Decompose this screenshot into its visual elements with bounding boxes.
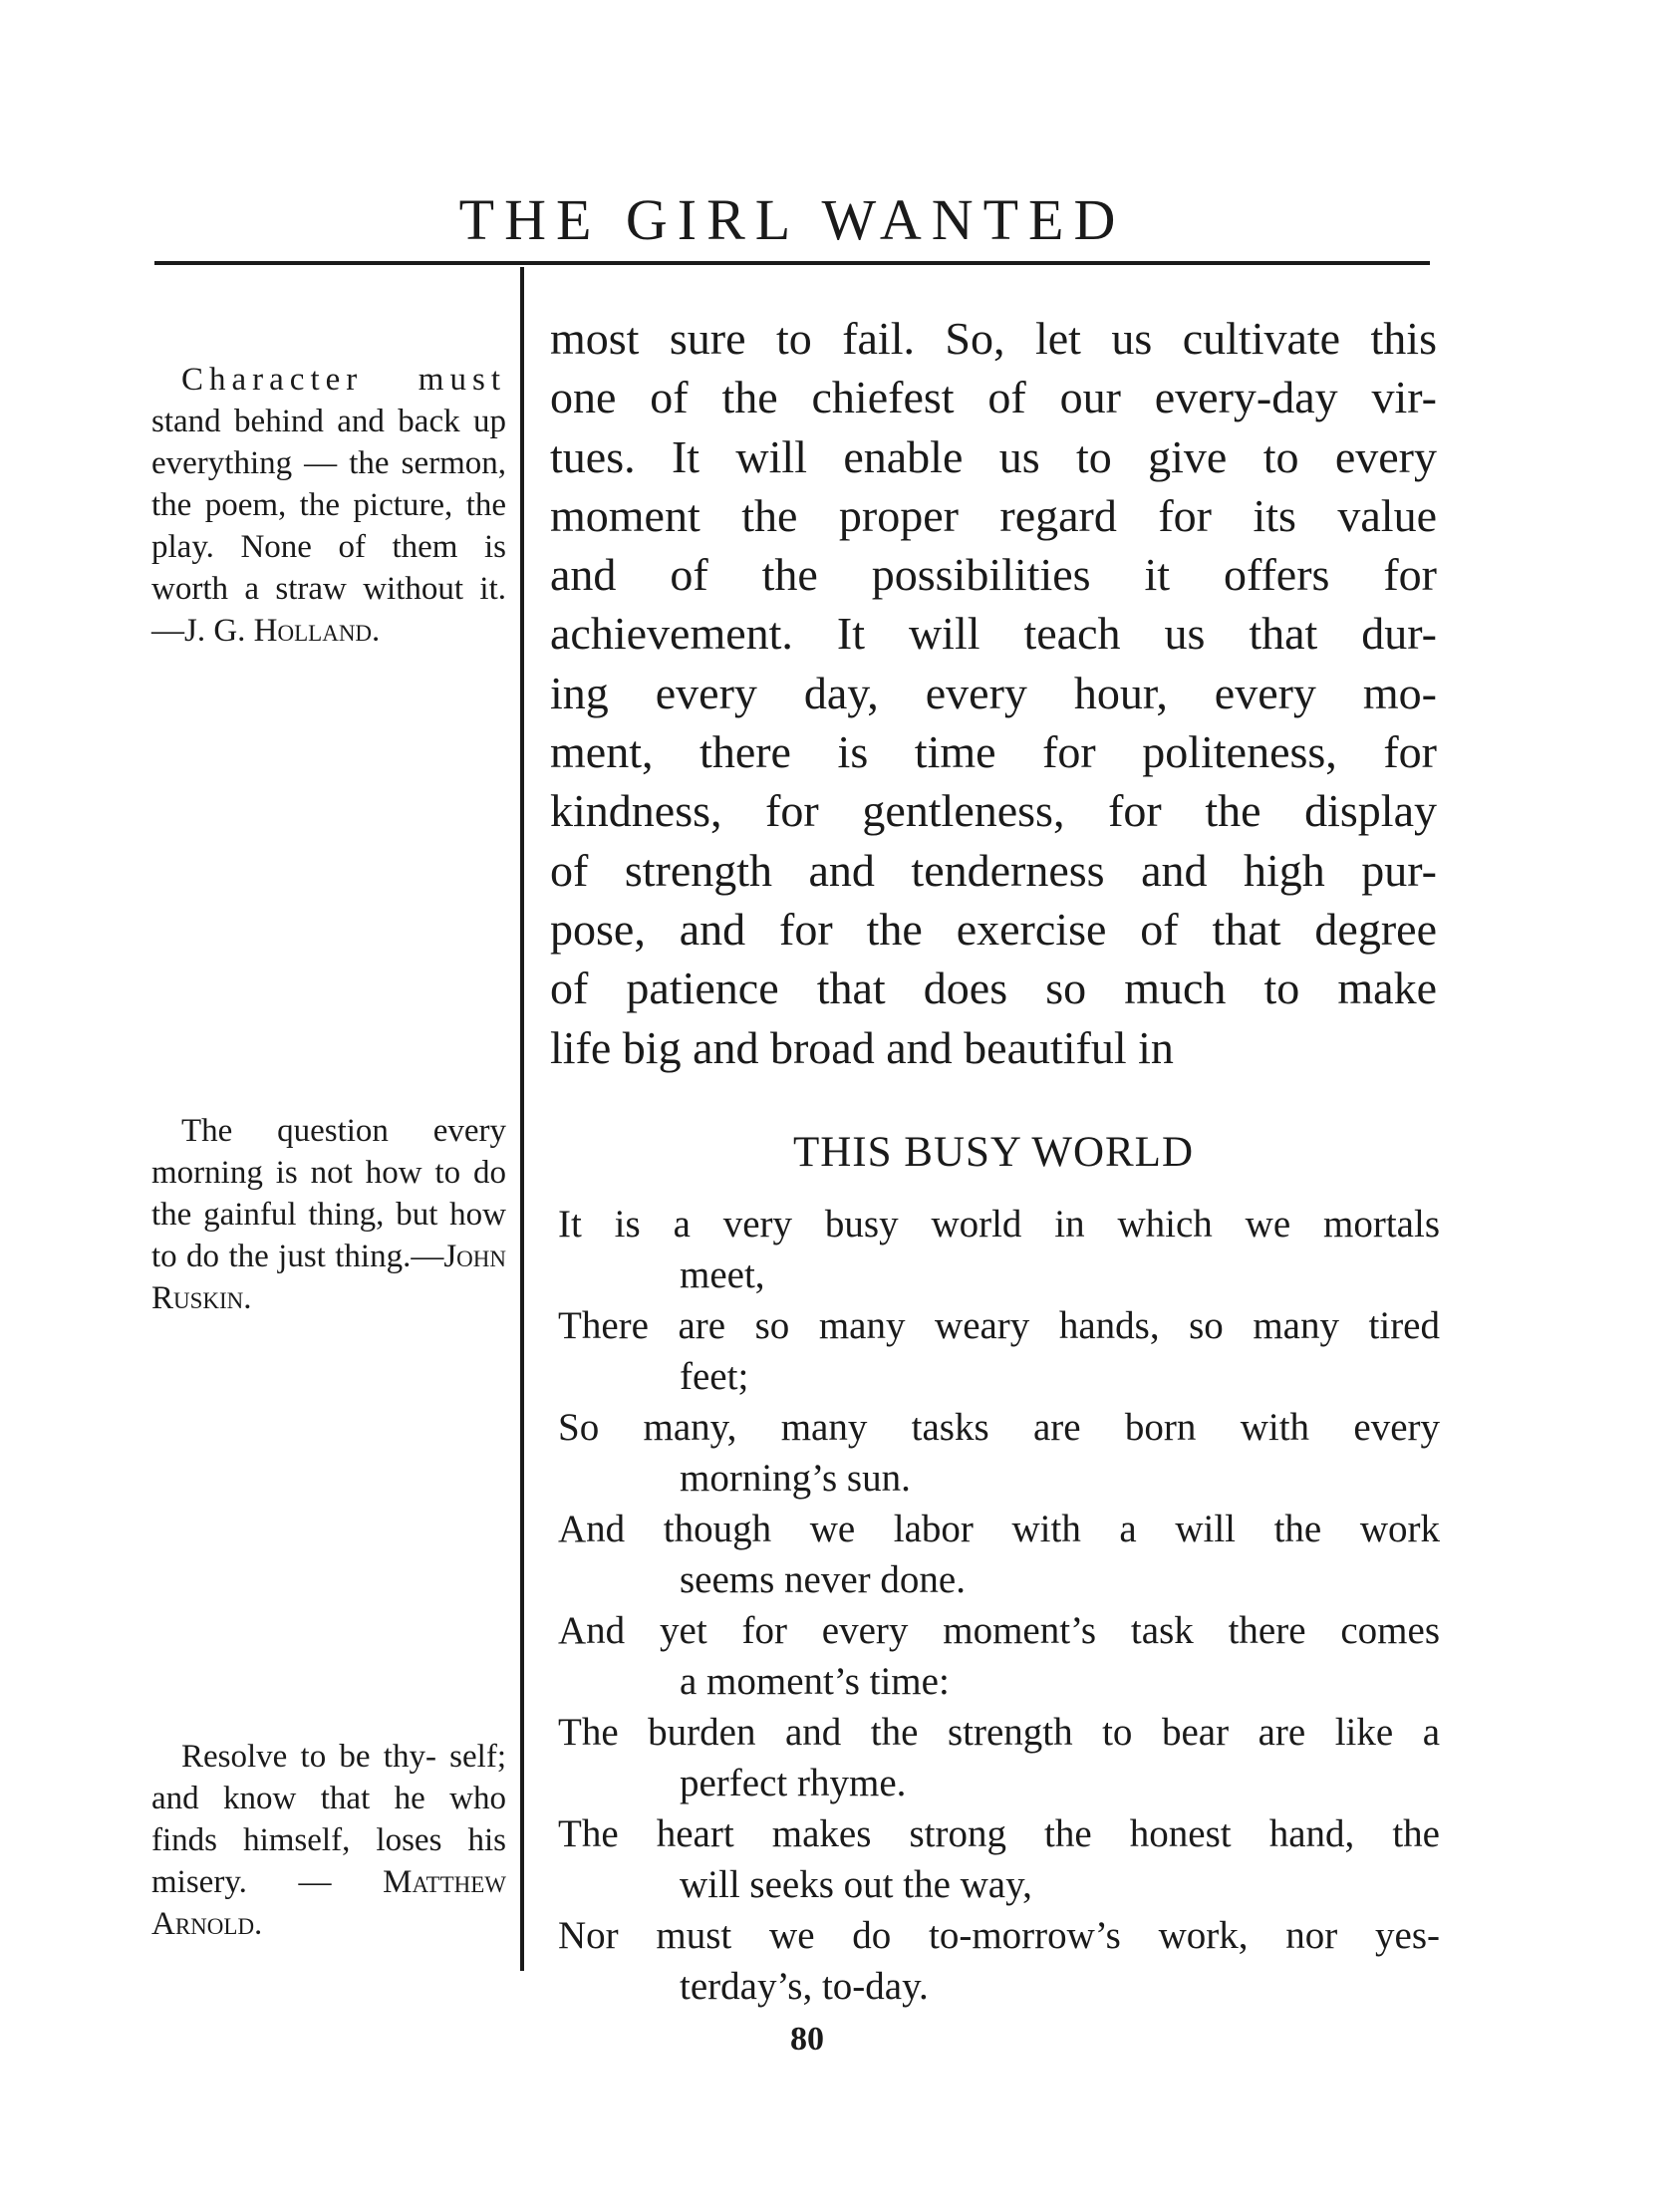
- margin-note-text: The question every morning is not how to do the gainful thing, but how to do the just thing.—John Ruskin.: [151, 1113, 506, 1316]
- body-line: and of the possibilities it offers for: [550, 549, 1437, 601]
- poem-line-continuation: meet,: [680, 1253, 765, 1296]
- poem-line-continuation: a moment’s time:: [680, 1660, 950, 1703]
- poem-line: So many, many tasks are born with every: [558, 1406, 1440, 1449]
- body-line: moment the proper regard for its value: [550, 489, 1437, 541]
- body-line: ment, there is time for politeness, for: [550, 726, 1437, 778]
- body-paragraph: [550, 309, 1437, 1077]
- margin-note-text: Resolve to be thy- self; and know that he who finds himself, loses his misery. — Matthew Arnold.: [151, 1739, 507, 1942]
- margin-note-ruskin: [151, 1110, 506, 1319]
- body-line: achievement. It will teach us that dur-: [550, 608, 1437, 660]
- column-divider: [520, 267, 524, 1971]
- poem-line: The heart makes strong the honest hand, the: [558, 1812, 1440, 1855]
- body-line: one of the chiefest of our every-day vir-: [550, 372, 1437, 423]
- poem-title: THIS BUSY WORLD: [792, 1129, 1195, 1176]
- poem-line-continuation: feet;: [680, 1355, 749, 1398]
- poem-line-continuation: will seeks out the way,: [680, 1863, 1032, 1906]
- poem-line: There are so many weary hands, so many tired: [558, 1304, 1440, 1347]
- margin-note-holland: [151, 359, 506, 652]
- margin-note-arnold: [151, 1736, 506, 1945]
- margin-note-attribution: John Ruskin.: [151, 1239, 506, 1316]
- poem-line: The burden and the strength to bear are like a: [558, 1711, 1440, 1754]
- poem-line: And though we labor with a will the work: [558, 1508, 1440, 1550]
- body-line: most sure to fail. So, let us cultivate this: [550, 313, 1437, 364]
- poem-line-continuation: perfect rhyme.: [680, 1762, 907, 1804]
- poem-line: Nor must we do to-morrow’s work, nor yes-: [558, 1914, 1440, 1957]
- poem-line-continuation: terday’s, to-day.: [680, 1965, 929, 2008]
- body-line: tues. It will enable us to give to every: [550, 430, 1437, 482]
- body-line: of patience that does so much to make: [550, 963, 1437, 1014]
- poem-line-continuation: seems never done.: [680, 1558, 966, 1601]
- poem-line: It is a very busy world in which we mortals: [558, 1203, 1440, 1245]
- running-title: THE GIRL WANTED: [458, 187, 1126, 252]
- body-line: kindness, for gentleness, for the display: [550, 785, 1437, 837]
- page-number: 80: [790, 2021, 824, 2058]
- margin-note-attribution: Matthew Arnold.: [151, 1864, 506, 1942]
- body-line: of strength and tenderness and high pur-: [550, 844, 1437, 896]
- margin-note-text: Character must stand behind and back up everything — the sermon, the poem, the picture, the play. None of them is worth a straw without it.—J. G. Holland.: [151, 362, 507, 649]
- body-line: life big and broad and beautiful in: [550, 1021, 1174, 1073]
- poem-line: And yet for every moment’s task there comes: [558, 1609, 1440, 1652]
- body-line: ing every day, every hour, every mo-: [550, 667, 1437, 718]
- poem: [558, 1199, 1440, 2012]
- body-line: pose, and for the exercise of that degree: [550, 903, 1437, 955]
- poem-line-continuation: morning’s sun.: [680, 1457, 911, 1500]
- margin-note-attribution: G. Holland.: [213, 613, 381, 649]
- header-rule: [154, 261, 1430, 265]
